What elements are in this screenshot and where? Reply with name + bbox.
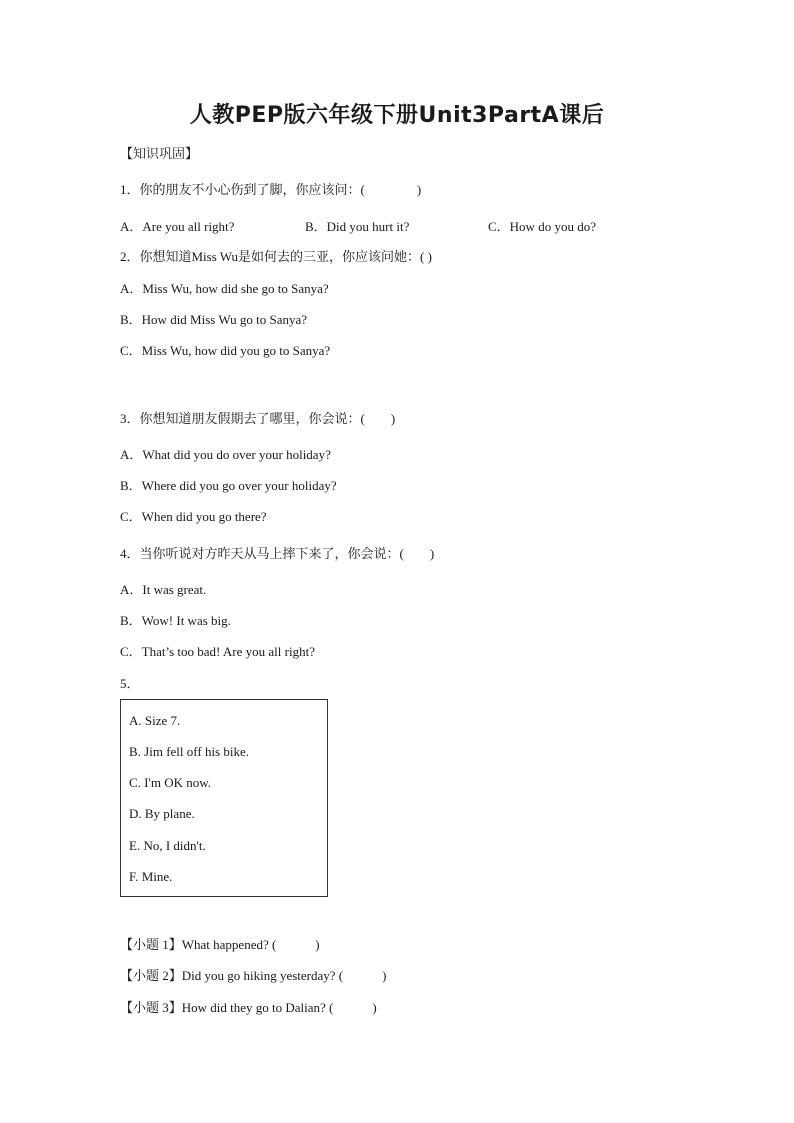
question-3-option-a: A．What did you do over your holiday? xyxy=(120,447,331,462)
question-3-stem: 3．你想知道朋友假期去了哪里，你会说：( ) xyxy=(120,411,396,426)
subquestion-1: 【小题 1】What happened? ( ) xyxy=(120,937,320,952)
question-2-option-c: C．Miss Wu, how did you go to Sanya? xyxy=(120,343,331,358)
question-4-stem: 4．当你听说对方昨天从马上摔下来了，你会说：( ) xyxy=(120,546,435,561)
box-option-f: F. Mine. xyxy=(129,869,173,884)
question-3-option-c: C．When did you go there? xyxy=(120,509,267,524)
question-2-option-a: A．Miss Wu, how did she go to Sanya? xyxy=(120,281,329,296)
box-option-c: C. I'm OK now. xyxy=(129,775,212,790)
question-4-option-b: B．Wow! It was big. xyxy=(120,613,231,628)
page-title: 人教PEP版六年级下册Unit3PartA课后 xyxy=(189,103,605,128)
box-option-e: E. No, I didn't. xyxy=(129,838,206,853)
subquestion-2: 【小题 2】Did you go hiking yesterday? ( ) xyxy=(120,968,387,983)
question-5-stem: 5． xyxy=(120,676,140,691)
question-2-option-b: B．How did Miss Wu go to Sanya? xyxy=(120,312,308,327)
question-2-stem: 2．你想知道Miss Wu是如何去的三亚，你应该问她：( ) xyxy=(120,249,432,264)
answer-options-box xyxy=(120,699,328,897)
box-option-d: D. By plane. xyxy=(129,806,195,821)
question-1-stem: 1．你的朋友不小心伤到了脚，你应该问：( ) xyxy=(120,182,422,197)
question-4-option-c: C．That’s too bad! Are you all right? xyxy=(120,644,315,659)
question-1-option-c: C．How do you do? xyxy=(488,219,596,234)
question-3-option-b: B．Where did you go over your holiday? xyxy=(120,478,337,493)
box-option-b: B. Jim fell off his bike. xyxy=(129,744,250,759)
subquestion-3: 【小题 3】How did they go to Dalian? ( ) xyxy=(120,1000,377,1015)
box-option-a: A. Size 7. xyxy=(129,713,181,728)
question-1-option-b: B．Did you hurt it? xyxy=(305,219,410,234)
question-1-options xyxy=(120,216,720,234)
question-4-option-a: A．It was great. xyxy=(120,582,207,597)
section-heading: 【知识巩固】 xyxy=(120,146,199,161)
question-1-option-a: A．Are you all right? xyxy=(120,219,235,234)
